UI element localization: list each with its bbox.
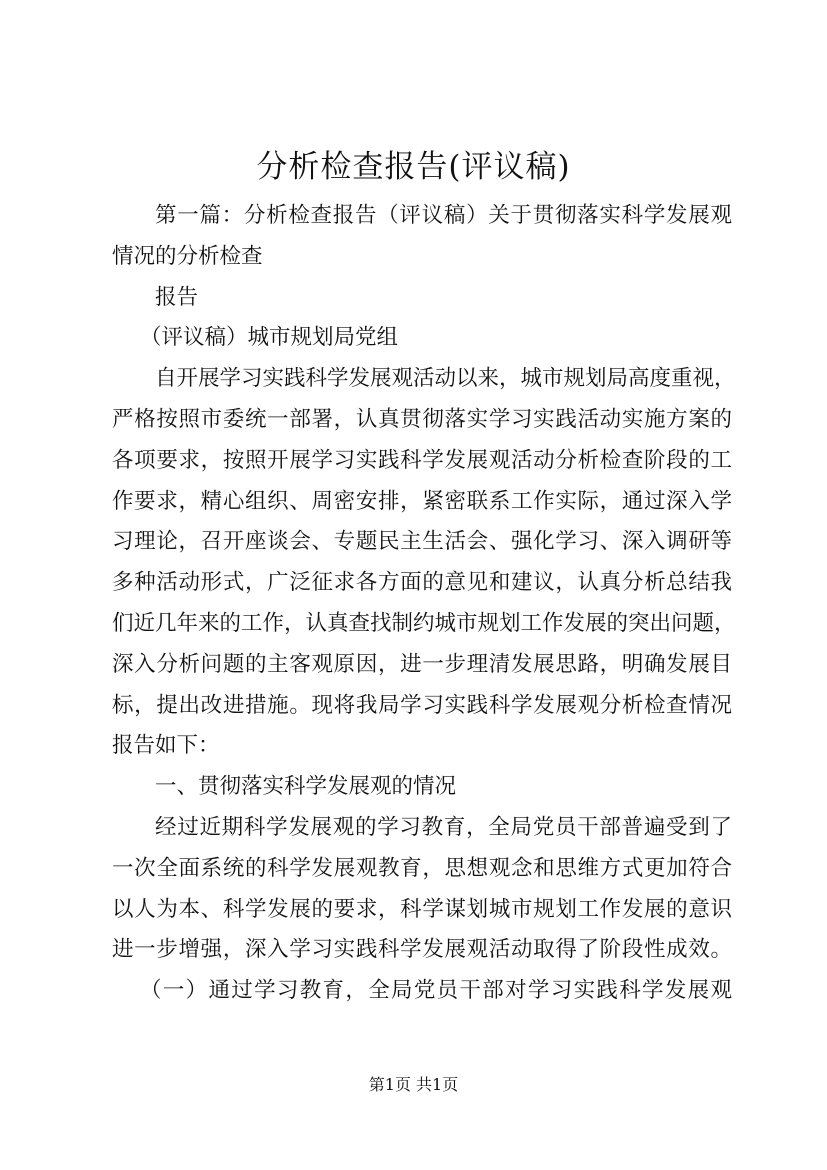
body-line: 一次全面系统的科学发展观教育，思想观念和思维方式更加符合 — [112, 855, 732, 881]
page-footer: 第1页 共1页 — [368, 1075, 459, 1094]
body-line: 情况的分析检查 — [112, 243, 263, 269]
body-line: 经过近期科学发展观的学习教育，全局党员干部普遍受到了 — [155, 814, 732, 840]
body-line: 各项要求，按照开展学习实践科学发展观活动分析检查阶段的工 — [112, 447, 732, 473]
body-line: 报告 — [155, 284, 199, 310]
body-line: 们近几年来的工作，认真查找制约城市规划工作发展的突出问题， — [112, 610, 736, 636]
body-line: 第一篇：分析检查报告（评议稿）关于贯彻落实科学发展观 — [155, 203, 732, 228]
body-line: 进一步增强，深入学习实践科学发展观活动取得了阶段性成效。 — [112, 937, 732, 963]
document-body — [112, 196, 736, 1012]
document-title: 分析检查报告(评议稿) — [256, 149, 571, 185]
body-line: 一、贯彻落实科学发展观的情况 — [155, 774, 457, 800]
body-line: 以人为本、科学发展的要求，科学谋划城市规划工作发展的意识 — [112, 896, 732, 922]
body-line: 严格按照市委统一部署，认真贯彻落实学习实践活动实施方案的 — [112, 406, 732, 432]
body-line: 标，提出改进措施。现将我局学习实践科学发展观分析检查情况 — [112, 692, 732, 718]
body-line: 自开展学习实践科学发展观活动以来，城市规划局高度重视， — [155, 366, 736, 392]
body-line: （评议稿）城市规划局党组 — [140, 325, 399, 351]
body-line: （一）通过学习教育，全局党员干部对学习实践科学发展观 — [140, 978, 732, 1004]
body-line: 报告如下： — [112, 733, 220, 759]
body-line: 深入分析问题的主客观原因，进一步理清发展思路，明确发展目 — [112, 651, 732, 677]
body-line: 多种活动形式，广泛征求各方面的意见和建议，认真分析总结我 — [112, 570, 732, 596]
body-line: 作要求，精心组织、周密安排，紧密联系工作实际，通过深入学 — [112, 488, 732, 514]
body-line: 习理论，召开座谈会、专题民主生活会、强化学习、深入调研等 — [112, 529, 732, 555]
